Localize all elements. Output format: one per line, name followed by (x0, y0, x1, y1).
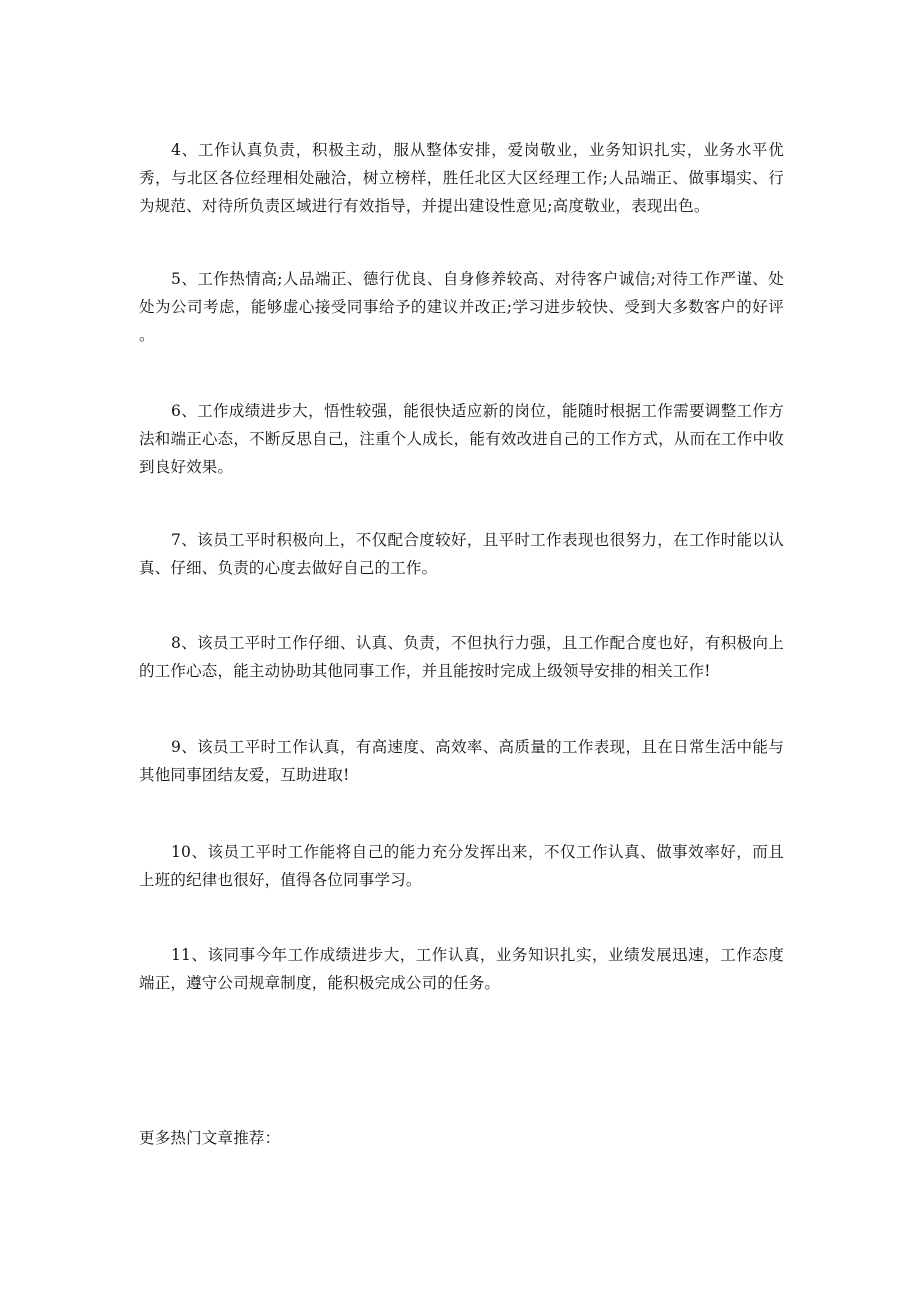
paragraph-11: 11、该同事今年工作成绩进步大，工作认真，业务知识扎实，业绩发展迅速，工作态度端正，遵守公司规章制度，能积极完成公司的任务。 (139, 946, 784, 992)
paragraph-8: 8、该员工平时工作仔细、认真、负责，不但执行力强，且工作配合度也好，有积极向上的工作心态，能主动协助其他同事工作，并且能按时完成上级领导安排的相关工作! (139, 634, 784, 680)
paragraph-5: 5、工作热情高;人品端正、德行优良、自身修养较高、对待客户诚信;对待工作严谨、处处为公司考虑，能够虚心接受同事给予的建议并改正;学习进步较快、受到大多数客户的好评 。 (139, 270, 784, 344)
more-articles-heading: 更多热门文章推荐： (139, 1129, 281, 1147)
paragraph-10: 10、该员工平时工作能将自己的能力充分发挥出来，不仅工作认真、做事效率好，而且上班的纪律也很好，值得各位同事学习。 (139, 843, 784, 889)
paragraph-9: 9、该员工平时工作认真，有高速度、高效率、高质量的工作表现，且在日常生活中能与其他同事团结友爱，互助进取! (139, 738, 784, 784)
paragraph-7: 7、该员工平时积极向上，不仅配合度较好，且平时工作表现也很努力，在工作时能以认真、仔细、负责的心度去做好自己的工作。 (139, 531, 784, 577)
paragraph-4: 4、工作认真负责，积极主动，服从整体安排，爱岗敬业，业务知识扎实，业务水平优秀，与北区各位经理相处融洽，树立榜样，胜任北区大区经理工作;人品端正、做事塌实、行为规范、对待所负责区域进行有效指导，并提出建设性意见;高度敬业，表现出色。 (139, 141, 784, 215)
paragraph-6: 6、工作成绩进步大，悟性较强，能很快适应新的岗位，能随时根据工作需要调整工作方法和端正心态，不断反思自己，注重个人成长，能有效改进自己的工作方式，从而在工作中收到良好效果。 (139, 402, 784, 476)
